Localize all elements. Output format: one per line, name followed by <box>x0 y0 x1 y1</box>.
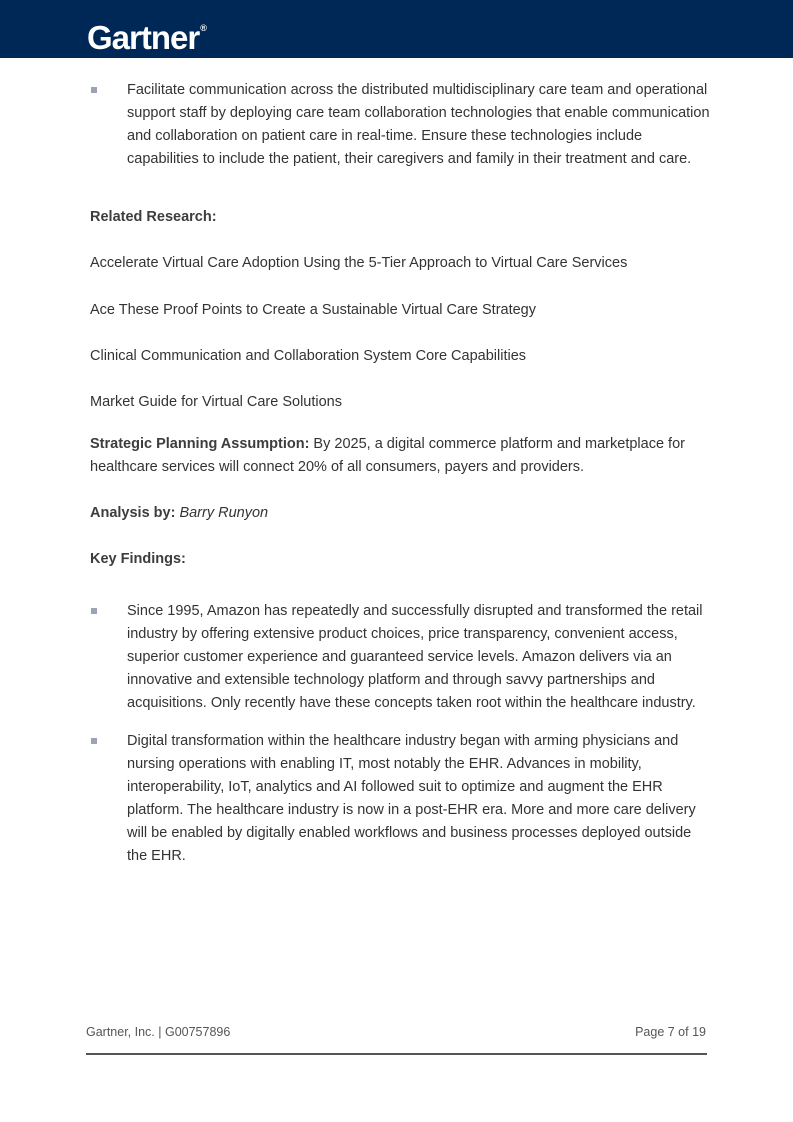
key-finding-item <box>90 600 710 715</box>
related-research-link-4[interactable]: Market Guide for Virtual Care Solutions <box>90 394 342 410</box>
spa-label: Strategic Planning Assumption: <box>90 436 310 452</box>
related-research-heading: Related Research: <box>90 209 217 225</box>
intro-bullet-item <box>90 79 710 171</box>
logo-text: Gartner <box>87 19 200 56</box>
registered-mark: ® <box>200 23 207 33</box>
gartner-logo <box>87 9 207 57</box>
key-findings-heading: Key Findings: <box>90 551 186 567</box>
footer-document-id: Gartner, Inc. | G00757896 <box>86 1025 231 1039</box>
footer-divider <box>86 1053 707 1055</box>
strategic-planning-assumption <box>90 433 710 479</box>
document-body <box>90 79 710 868</box>
analysis-by <box>90 502 710 525</box>
intro-bullet-text: Facilitate communication across the distributed multidisciplinary care team and operational support staff by deploying care team collaboration technologies that enable communication and collaboration on patient care in real-time. Ensure these technologies include capabilities to include the patient, their caregivers and family in their treatment and care. <box>127 82 710 167</box>
analysis-author: Barry Runyon <box>175 505 269 521</box>
page-header <box>0 0 793 58</box>
key-finding-text: Since 1995, Amazon has repeatedly and successfully disrupted and transformed the retail industry by offering extensive product choices, price transparency, convenient access, superior customer experience and guaranteed service levels. Amazon delivers via an innovative and extensible technology platform and through savvy partnerships and acquisitions. Only recently have these concepts taken root within the healthcare industry. <box>127 603 703 711</box>
key-finding-item <box>90 730 710 868</box>
bullet-square-icon <box>91 608 97 614</box>
bullet-square-icon <box>91 738 97 744</box>
spa-text: By 2025, a digital commerce platform and marketplace for healthcare services will connect 20% of all consumers, payers and providers. <box>90 436 685 475</box>
related-research-link-3[interactable]: Clinical Communication and Collaboration System Core Capabilities <box>90 348 527 364</box>
footer-page-number: Page 7 of 19 <box>635 1025 706 1039</box>
related-research-link-1[interactable]: Accelerate Virtual Care Adoption Using the 5-Tier Approach to Virtual Care Services <box>90 255 628 271</box>
analysis-label: Analysis by: <box>90 505 176 521</box>
related-research-link-2[interactable]: Ace These Proof Points to Create a Sustainable Virtual Care Strategy <box>90 302 536 318</box>
bullet-square-icon <box>91 87 97 93</box>
key-finding-text: Digital transformation within the healthcare industry began with arming physicians and nursing operations with enabling IT, most notably the EHR. Advances in mobility, interoperability, IoT, analytics and AI followed suit to optimize and augment the EHR platform. The healthcare industry is now in a post-EHR era. More and more care delivery will be enabled by digitally enabled workflows and business processes deployed outside the EHR. <box>127 733 696 864</box>
